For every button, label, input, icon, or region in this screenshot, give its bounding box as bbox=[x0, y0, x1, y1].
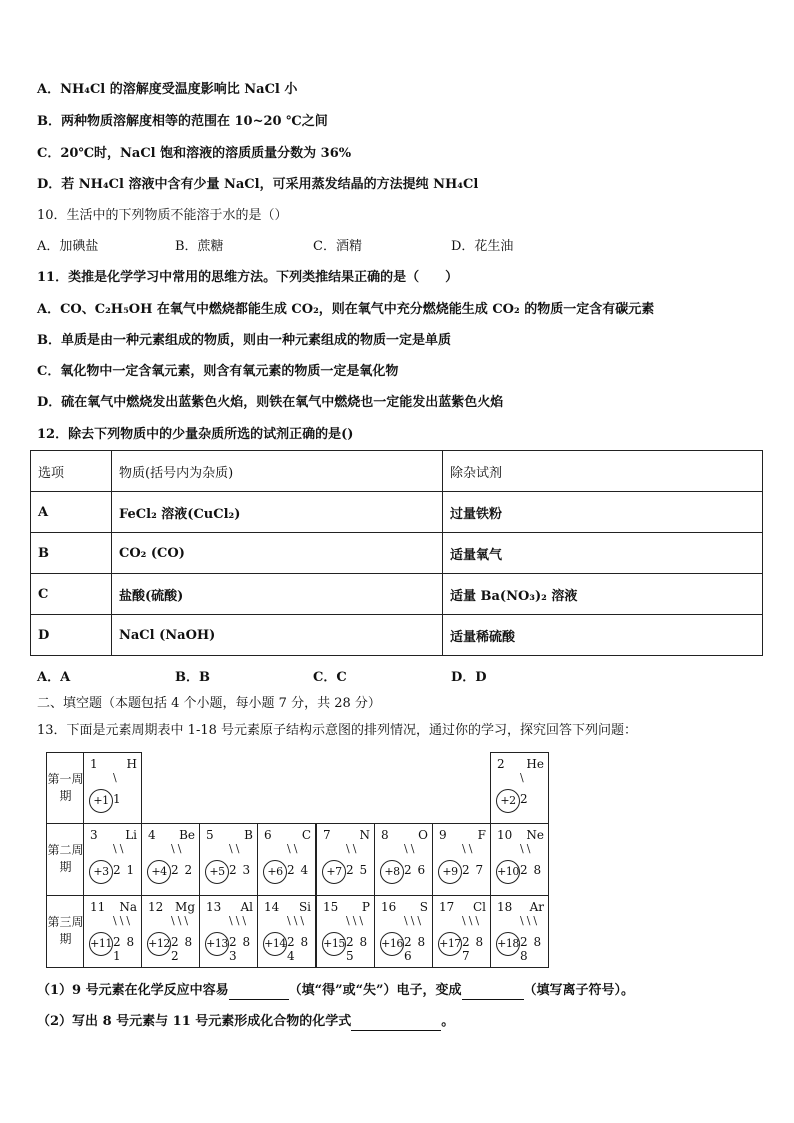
element-cell bbox=[490, 752, 549, 824]
electron-shell-arcs: \ bbox=[113, 771, 120, 784]
electron-shell-arcs: \\ bbox=[171, 842, 185, 855]
element-symbol: Mg bbox=[175, 900, 195, 914]
table-cell: B bbox=[31, 533, 112, 574]
element-number: 14 bbox=[264, 900, 280, 914]
row-label-cell bbox=[46, 823, 84, 896]
electron-shell-counts: 2 5 bbox=[346, 863, 369, 877]
answer-blank-gain-lose[interactable] bbox=[229, 986, 289, 1000]
element-symbol: Be bbox=[179, 828, 195, 842]
electron-shell-counts: 2 8 6 bbox=[404, 935, 427, 963]
q13-sub1-text-c: （填写离子符号）。 bbox=[523, 983, 635, 998]
nucleus-circle: +16 bbox=[380, 932, 404, 956]
element-number: 7 bbox=[323, 828, 331, 842]
q11-option-c: C．氧化物中一定含氧元素，则含有氧元素的物质一定是氧化物 bbox=[37, 364, 399, 379]
table-cell: 适量 Ba(NO₃)₂ 溶液 bbox=[443, 574, 763, 615]
q9-option-b: B．两种物质溶解度相等的范围在 10~20 ℃之间 bbox=[37, 114, 328, 129]
element-cell bbox=[199, 823, 258, 896]
q9-option-d: D．若 NH₄Cl 溶液中含有少量 NaCl，可采用蒸发结晶的方法提纯 NH₄Cl bbox=[37, 177, 479, 192]
element-number: 3 bbox=[90, 828, 98, 842]
element-cell bbox=[316, 895, 375, 968]
q11-stem: 11．类推是化学学习中常用的思维方法。下列类推结果正确的是（ ） bbox=[37, 270, 459, 285]
element-number: 2 bbox=[497, 757, 505, 771]
element-cell bbox=[432, 823, 491, 896]
q11-option-a: A．CO、C₂H₅OH 在氧气中燃烧都能生成 CO₂，则在氧气中充分燃烧能生成 CO₂ 的物质一定含有碳元素 bbox=[37, 302, 655, 317]
element-cell bbox=[432, 895, 491, 968]
row-label-period-3: 第三周期 bbox=[47, 915, 84, 946]
electron-shell-arcs: \\ bbox=[229, 842, 243, 855]
q10-stem: 10．生活中的下列物质不能溶于水的是（） bbox=[37, 208, 288, 223]
electron-shell-counts: 2 4 bbox=[287, 863, 310, 877]
q13-sub1 bbox=[37, 982, 634, 1000]
element-symbol: He bbox=[526, 757, 544, 771]
table-row bbox=[31, 492, 763, 533]
table-row bbox=[31, 574, 763, 615]
electron-shell-counts: 2 8 4 bbox=[287, 935, 310, 963]
electron-shell-counts: 2 3 bbox=[229, 863, 252, 877]
electron-shell-arcs: \\ bbox=[346, 842, 360, 855]
element-number: 5 bbox=[206, 828, 214, 842]
element-cell bbox=[490, 895, 549, 968]
row-label-period-1: 第一周期 bbox=[47, 772, 84, 803]
q12-answer-b: B．B bbox=[175, 670, 210, 685]
q11-option-d: D．硫在氧气中燃烧发出蓝紫色火焰，则铁在氧气中燃烧也一定能发出蓝紫色火焰 bbox=[37, 395, 504, 410]
nucleus-circle: +18 bbox=[496, 932, 520, 956]
element-number: 10 bbox=[497, 828, 513, 842]
q12-answer-d: D．D bbox=[451, 670, 487, 685]
electron-shell-arcs: \\ bbox=[520, 842, 534, 855]
element-symbol: B bbox=[244, 828, 253, 842]
electron-shell-arcs: \\ bbox=[287, 842, 301, 855]
table-cell: 适量稀硫酸 bbox=[443, 615, 763, 656]
element-symbol: S bbox=[419, 900, 428, 914]
element-symbol: H bbox=[126, 757, 137, 771]
nucleus-circle: +5 bbox=[205, 860, 229, 884]
table-header: 选项 bbox=[31, 451, 112, 492]
q9-option-a: A．NH₄Cl 的溶解度受温度影响比 NaCl 小 bbox=[37, 82, 298, 97]
element-number: 6 bbox=[264, 828, 272, 842]
q10-option-a: A．加碘盐 bbox=[37, 239, 99, 254]
nucleus-circle: +3 bbox=[89, 860, 113, 884]
table-cell: NaCl (NaOH) bbox=[112, 615, 443, 656]
nucleus-circle: +11 bbox=[89, 932, 113, 956]
electron-shell-counts: 2 bbox=[520, 792, 529, 806]
element-number: 1 bbox=[90, 757, 98, 771]
nucleus-circle: +15 bbox=[322, 932, 346, 956]
element-symbol: P bbox=[361, 900, 370, 914]
electron-shell-arcs: \\\ bbox=[113, 914, 134, 927]
q13-sub1-text-b: （填“得”或“失”）电子，变成 bbox=[288, 983, 462, 998]
electron-shell-arcs: \\\ bbox=[229, 914, 250, 927]
element-symbol: Al bbox=[240, 900, 253, 914]
element-cell bbox=[141, 823, 200, 896]
element-number: 11 bbox=[90, 900, 106, 914]
nucleus-circle: +8 bbox=[380, 860, 404, 884]
table-cell: 过量铁粉 bbox=[443, 492, 763, 533]
element-symbol: C bbox=[301, 828, 311, 842]
q12-answer-a: A．A bbox=[37, 670, 71, 685]
answer-blank-ion-symbol[interactable] bbox=[462, 986, 524, 1000]
electron-shell-arcs: \ bbox=[520, 771, 527, 784]
q12-answer-c: C．C bbox=[313, 670, 347, 685]
electron-shell-arcs: \\ bbox=[113, 842, 127, 855]
element-symbol: Ar bbox=[529, 900, 544, 914]
table-row bbox=[31, 615, 763, 656]
electron-shell-counts: 2 8 bbox=[520, 863, 543, 877]
element-cell bbox=[83, 823, 142, 896]
nucleus-circle: +1 bbox=[89, 789, 113, 813]
element-number: 9 bbox=[439, 828, 447, 842]
element-cell bbox=[141, 895, 200, 968]
electron-shell-arcs: \\\ bbox=[462, 914, 483, 927]
element-symbol: Cl bbox=[472, 900, 486, 914]
q10-option-b: B．蔗糖 bbox=[175, 239, 224, 254]
element-cell bbox=[83, 895, 142, 968]
element-number: 17 bbox=[439, 900, 455, 914]
table-cell: CO₂ (CO) bbox=[112, 533, 443, 574]
element-symbol: Ne bbox=[526, 828, 544, 842]
electron-shell-arcs: \\\ bbox=[346, 914, 367, 927]
q12-table bbox=[30, 450, 763, 656]
element-symbol: Li bbox=[125, 828, 137, 842]
element-number: 4 bbox=[148, 828, 156, 842]
table-cell: FeCl₂ 溶液(CuCl₂) bbox=[112, 492, 443, 533]
element-cell bbox=[199, 895, 258, 968]
row-label-period-2: 第二周期 bbox=[47, 843, 84, 874]
element-cell bbox=[257, 823, 316, 896]
table-header: 物质(括号内为杂质) bbox=[112, 451, 443, 492]
electron-shell-arcs: \\\ bbox=[287, 914, 308, 927]
element-symbol: Na bbox=[119, 900, 137, 914]
table-header-row bbox=[31, 451, 763, 492]
electron-shell-counts: 2 8 5 bbox=[346, 935, 369, 963]
element-cell bbox=[490, 823, 549, 896]
electron-shell-arcs: \\ bbox=[404, 842, 418, 855]
section-heading: 二、填空题（本题包括 4 个小题，每小题 7 分，共 28 分） bbox=[37, 696, 381, 711]
electron-shell-counts: 2 2 bbox=[171, 863, 194, 877]
element-number: 12 bbox=[148, 900, 164, 914]
electron-shell-counts: 2 8 2 bbox=[171, 935, 194, 963]
nucleus-circle: +12 bbox=[147, 932, 171, 956]
table-row bbox=[31, 533, 763, 574]
element-number: 18 bbox=[497, 900, 513, 914]
element-symbol: N bbox=[359, 828, 370, 842]
q10-option-c: C．酒精 bbox=[313, 239, 362, 254]
electron-shell-arcs: \\\ bbox=[404, 914, 425, 927]
q13-sub2-text-a: （2）写出 8 号元素与 11 号元素形成化合物的化学式 bbox=[37, 1014, 352, 1029]
element-cell bbox=[83, 752, 142, 824]
electron-shell-counts: 2 6 bbox=[404, 863, 427, 877]
element-number: 15 bbox=[323, 900, 339, 914]
element-cell bbox=[257, 895, 316, 968]
table-header: 除杂试剂 bbox=[443, 451, 763, 492]
q10-options bbox=[37, 238, 589, 256]
nucleus-circle: +4 bbox=[147, 860, 171, 884]
q13-sub1-text-a: （1）9 号元素在化学反应中容易 bbox=[37, 983, 229, 998]
table-cell: C bbox=[31, 574, 112, 615]
electron-shell-counts: 2 1 bbox=[113, 863, 136, 877]
electron-shell-counts: 2 8 1 bbox=[113, 935, 136, 963]
electron-shell-counts: 1 bbox=[113, 792, 122, 806]
row-label-cell bbox=[46, 752, 84, 824]
q12-stem: 12．除去下列物质中的少量杂质所选的试剂正确的是() bbox=[37, 427, 354, 442]
nucleus-circle: +2 bbox=[496, 789, 520, 813]
electron-shell-arcs: \\ bbox=[462, 842, 476, 855]
q13-sub2 bbox=[37, 1013, 454, 1031]
q13-stem: 13．下面是元素周期表中 1-18 号元素原子结构示意图的排列情况，通过你的学习，探究回答下列问题： bbox=[37, 723, 638, 738]
electron-shell-counts: 2 8 3 bbox=[229, 935, 252, 963]
electron-shell-arcs: \\\ bbox=[520, 914, 541, 927]
nucleus-circle: +17 bbox=[438, 932, 462, 956]
table-cell: D bbox=[31, 615, 112, 656]
electron-shell-counts: 2 8 8 bbox=[520, 935, 543, 963]
answer-blank-formula[interactable] bbox=[351, 1017, 441, 1031]
element-symbol: O bbox=[418, 828, 428, 842]
nucleus-circle: +13 bbox=[205, 932, 229, 956]
atomic-structure-table bbox=[46, 752, 546, 968]
electron-shell-counts: 2 8 7 bbox=[462, 935, 485, 963]
nucleus-circle: +14 bbox=[263, 932, 287, 956]
element-cell bbox=[374, 895, 433, 968]
nucleus-circle: +9 bbox=[438, 860, 462, 884]
q9-option-c: C．20℃时，NaCl 饱和溶液的溶质质量分数为 36% bbox=[37, 146, 352, 161]
nucleus-circle: +7 bbox=[322, 860, 346, 884]
q10-option-d: D．花生油 bbox=[451, 239, 514, 254]
nucleus-circle: +6 bbox=[263, 860, 287, 884]
row-label-cell bbox=[46, 895, 84, 968]
element-number: 8 bbox=[381, 828, 389, 842]
q11-option-b: B．单质是由一种元素组成的物质，则由一种元素组成的物质一定是单质 bbox=[37, 333, 451, 348]
table-cell: 适量氧气 bbox=[443, 533, 763, 574]
element-cell bbox=[316, 823, 375, 896]
electron-shell-counts: 2 7 bbox=[462, 863, 485, 877]
element-number: 16 bbox=[381, 900, 397, 914]
q13-sub2-text-b: 。 bbox=[441, 1014, 455, 1029]
element-symbol: Si bbox=[298, 900, 311, 914]
element-number: 13 bbox=[206, 900, 222, 914]
element-symbol: F bbox=[477, 828, 486, 842]
element-cell bbox=[374, 823, 433, 896]
nucleus-circle: +10 bbox=[496, 860, 520, 884]
q12-answer-options bbox=[37, 669, 589, 687]
table-cell: A bbox=[31, 492, 112, 533]
electron-shell-arcs: \\\ bbox=[171, 914, 192, 927]
table-cell: 盐酸(硫酸) bbox=[112, 574, 443, 615]
